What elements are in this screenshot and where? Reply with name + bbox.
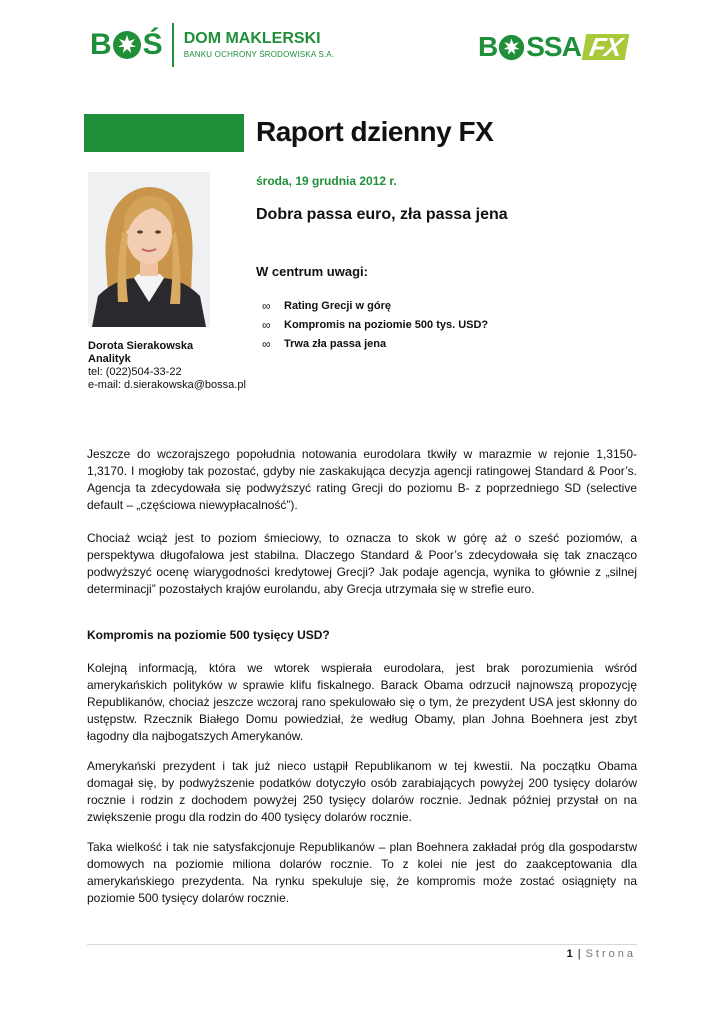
dm-subtitle: BANKU OCHRONY ŚRODOWISKA S.A. (183, 50, 335, 59)
report-title: Raport dzienny FX (256, 116, 494, 147)
body-paragraph-5: Taka wielkość i tak nie satysfakcjonuje Republikanów – plan Boehnera zakładał próg dla gospodarstw domowych na poziomie miliona dolarów rocznie. To z kolei nie jest do zaakceptowania dla amerykańskiego prezydenta. Na rynku spekuluje się, że kompromis może zostać osiągnięty na poziomie 500 tysięcy dolarów rocznie. (87, 840, 637, 905)
logo-divider (172, 23, 174, 67)
list-item (262, 315, 488, 334)
bossa-fx-logo (478, 30, 627, 64)
analyst-role: Analityk (88, 353, 131, 365)
page-label: Strona (585, 948, 636, 960)
bossa-wordmark-right: SSA (526, 31, 581, 62)
bos-wordmark (90, 28, 162, 62)
footer-divider (87, 944, 637, 945)
bos-logo (90, 22, 334, 68)
focus-item-text: Rating Grecji w górę (284, 299, 391, 312)
analyst-info (88, 340, 258, 392)
focus-item-text: Kompromis na poziomie 500 tys. USD? (284, 318, 489, 331)
analyst-name: Dorota Sierakowska (88, 340, 194, 352)
report-date: środa, 19 grudnia 2012 r. (256, 174, 397, 188)
page-footer (567, 948, 636, 960)
body-paragraph-4: Amerykański prezydent i tak już nieco ustąpił Republikanom w tej kwestii. Na początku Obama domagał się, by podwyższenie podatków dotyczyło osób zarabiających powyżej 200 tysięcy dolarów rocznie i rodzin z dochodem powyżej 250 tysięcy dolarów rocznie. Jednak później przystał on na zwiększenie progu dla rodzin do 400 tysięcy dolarów rocznie. (87, 759, 637, 824)
dm-logo-text (184, 30, 335, 60)
report-headline: Dobra passa euro, zła passa jena (256, 206, 508, 223)
infinity-bullet-icon: ∞ (262, 336, 271, 351)
bossa-fx-badge: FX (582, 34, 630, 60)
focus-item-text: Trwa zła passa jena (284, 337, 387, 350)
page-number: 1 (566, 948, 573, 960)
infinity-bullet-icon: ∞ (262, 317, 271, 332)
list-item (262, 296, 488, 315)
body-paragraph-3: Kolejną informacją, która we wtorek wspierała eurodolara, jest brak porozumienia wśród amerykańskich polityków w sprawie klifu fiskalnego. Barack Obama odrzucił najnowszą propozycję Republikanów, chociaż jeszcze wczoraj rano spekulowało się o tym, że prezydent USA jest skłonny do ustępstw. Rzecznik Białego Domu powiedział, że według Obamy, plan Johna Boehnera jest zbyt łagodny dla najbogatszych Amerykanów. (87, 661, 637, 743)
title-accent-bar (84, 114, 244, 152)
body-paragraph-1: Jeszcze do wczorajszego popołudnia notowania eurodolara tkwiły w marazmie w rejonie 1,3150-1,3170. I mogłoby tak pozostać, gdyby nie zaskakująca decyzja agencji ratingowej Standard & Poor’s. Agencja ta zdecydowała się podwyższyć rating Grecji do poziomu B- z poprzedniego SD (selective default – „częściowa niewypłacalność”). (87, 447, 637, 512)
focus-list (262, 296, 488, 353)
bos-wordmark-left: B (90, 28, 111, 61)
footer-separator: | (577, 948, 581, 960)
analyst-email[interactable]: e-mail: d.sierakowska@bossa.pl (88, 379, 246, 391)
dm-title: DOM MAKLERSKI (183, 30, 321, 47)
infinity-bullet-icon: ∞ (262, 298, 271, 313)
body-paragraph-2: Chociaż wciąż jest to poziom śmieciowy, to oznacza to skok w górę aż o sześć poziomów, a perspektywa długofalowa jest stabilna. Dlaczego Standard & Poor’s zdecydowała się tak znacząco podwyższyć ocenę wiarygodności kredytowej Grecji? Jak podaje agencja, wynika to głównie z „silnej determinacji” pozostałych krajów eurolandu, aby Grecja utrzymała się w strefie euro. (87, 531, 637, 596)
leaf-icon (498, 34, 525, 61)
section-heading: Kompromis na poziomie 500 tysięcy USD? (87, 628, 330, 642)
analyst-portrait-image (88, 172, 210, 327)
list-item (262, 334, 488, 353)
bos-wordmark-right: Ś (142, 28, 162, 61)
bossa-wordmark (478, 31, 581, 63)
focus-title: W centrum uwagi: (256, 264, 368, 279)
bossa-wordmark-left: B (478, 31, 498, 62)
analyst-phone: tel: (022)504-33-22 (88, 366, 182, 378)
leaf-icon (112, 30, 142, 60)
analyst-photo (88, 172, 210, 327)
